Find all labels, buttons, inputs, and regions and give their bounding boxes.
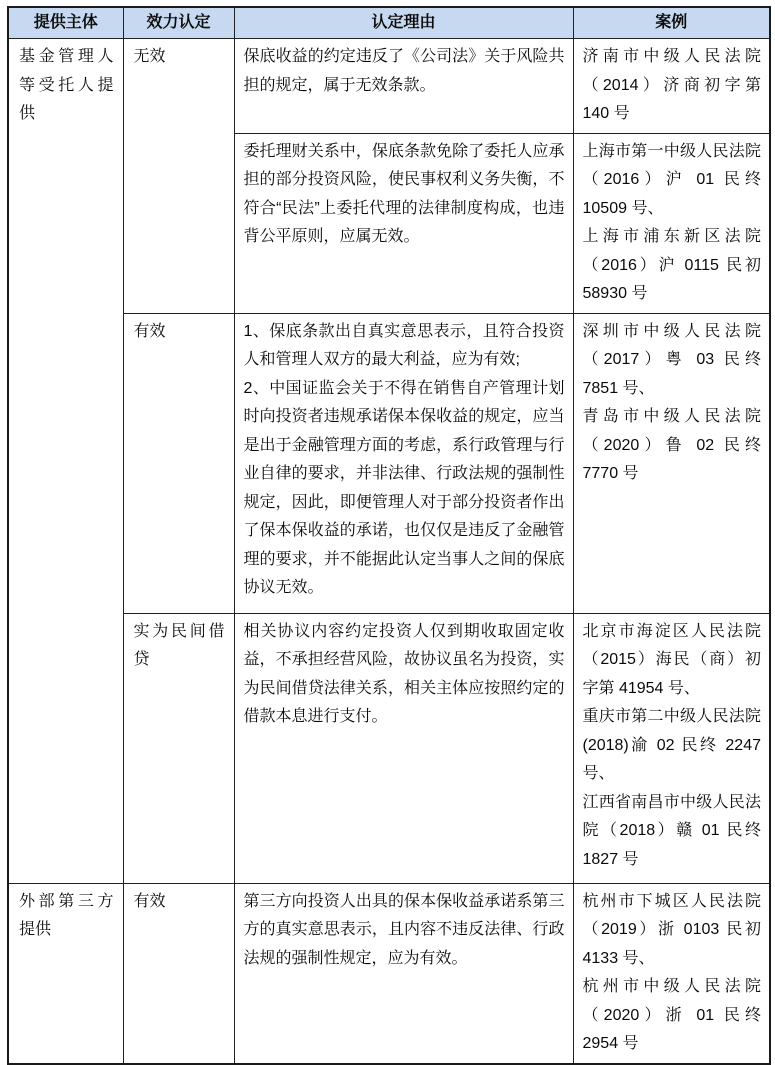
provider-cell-fund-manager: 基金管理人等受托人提供	[8, 39, 123, 884]
case-citation: 深圳市中级人民法院（2017）粤 03 民终 7851 号、	[582, 322, 761, 397]
reason-cell: 委托理财关系中，保底条款免除了委托人应承担的部分投资风险，使民事权利义务失衡，不符合“民法”上委托代理的法律制度构成，也违背公平原则，应属无效。	[234, 133, 573, 313]
case-cell	[573, 613, 770, 883]
header-cell-provider: 提供主体	[8, 7, 123, 39]
reason-paragraph: 2、中国证监会关于不得在销售自产管理计划时向投资者违规承诺保本保收益的规定，应当是出于金融管理方面的考虑，系行政管理与行业自律的要求，并非法律、行政法规的强制性规定，因此，即便管理人对于部分投资者作出了保本保收益的承诺，也仅仅是违反了金融管理的要求，并不能据此认定当事人之间的保底协议无效。	[243, 379, 565, 596]
case-citation: 杭州市中级人民法院（2020）浙 01 民终 2954 号	[582, 978, 761, 1052]
case-citation: 杭州市下城区人民法院（2019）浙 0103 民初 4133 号、	[582, 892, 761, 967]
header-row	[8, 7, 770, 39]
validity-cell-valid: 有效	[123, 883, 234, 1064]
case-citation: 济南市中级人民法院（2014）济商初字第 140 号	[582, 48, 761, 122]
case-cell	[573, 133, 770, 313]
header-cell-validity: 效力认定	[123, 7, 234, 39]
case-citation: 上海市浦东新区法院（2016）沪 0115 民初 58930 号	[582, 228, 761, 302]
reason-cell: 相关协议内容约定投资人仅到期收取固定收益，不承担经营风险，故协议虽名为投资，实为民间借贷法律关系，相关主体应按照约定的借款本息进行支付。	[234, 613, 573, 883]
validity-cell-valid: 有效	[123, 313, 234, 613]
case-citation: 重庆市第二中级人民法院(2018)渝 02 民终 2247 号、	[582, 708, 761, 782]
table-row	[8, 39, 770, 134]
reason-cell	[234, 313, 573, 613]
case-cell	[573, 883, 770, 1064]
case-citation: 北京市海淀区人民法院（2015）海民（商）初字第 41954 号、	[582, 622, 761, 697]
case-citation: 上海市第一中级人民法院（2016）沪 01 民终 10509 号、	[582, 142, 761, 217]
table-row	[8, 313, 770, 613]
header-cell-reason: 认定理由	[234, 7, 573, 39]
court-cases-table	[7, 6, 771, 1065]
table-row	[8, 883, 770, 1064]
case-cell	[573, 39, 770, 134]
case-citation: 青岛市中级人民法院（2020）鲁 02 民终 7770 号	[582, 408, 761, 482]
reason-paragraph: 1、保底条款出自真实意思表示，且符合投资人和管理人双方的最大利益，应为有效;	[243, 322, 565, 368]
reason-cell: 第三方向投资人出具的保本保收益承诺系第三方的真实意思表示，且内容不违反法律、行政法规的强制性规定，应为有效。	[234, 883, 573, 1064]
reason-cell: 保底收益的约定违反了《公司法》关于风险共担的规定，属于无效条款。	[234, 39, 573, 134]
table-row	[8, 613, 770, 883]
validity-cell-invalid: 无效	[123, 39, 234, 314]
case-cell	[573, 313, 770, 613]
provider-cell-third-party: 外部第三方提供	[8, 883, 123, 1064]
case-citation: 江西省南昌市中级人民法院（2018）赣 01 民终 1827 号	[582, 793, 761, 868]
validity-cell-private-lending: 实为民间借贷	[123, 613, 234, 883]
header-cell-case: 案例	[573, 7, 770, 39]
